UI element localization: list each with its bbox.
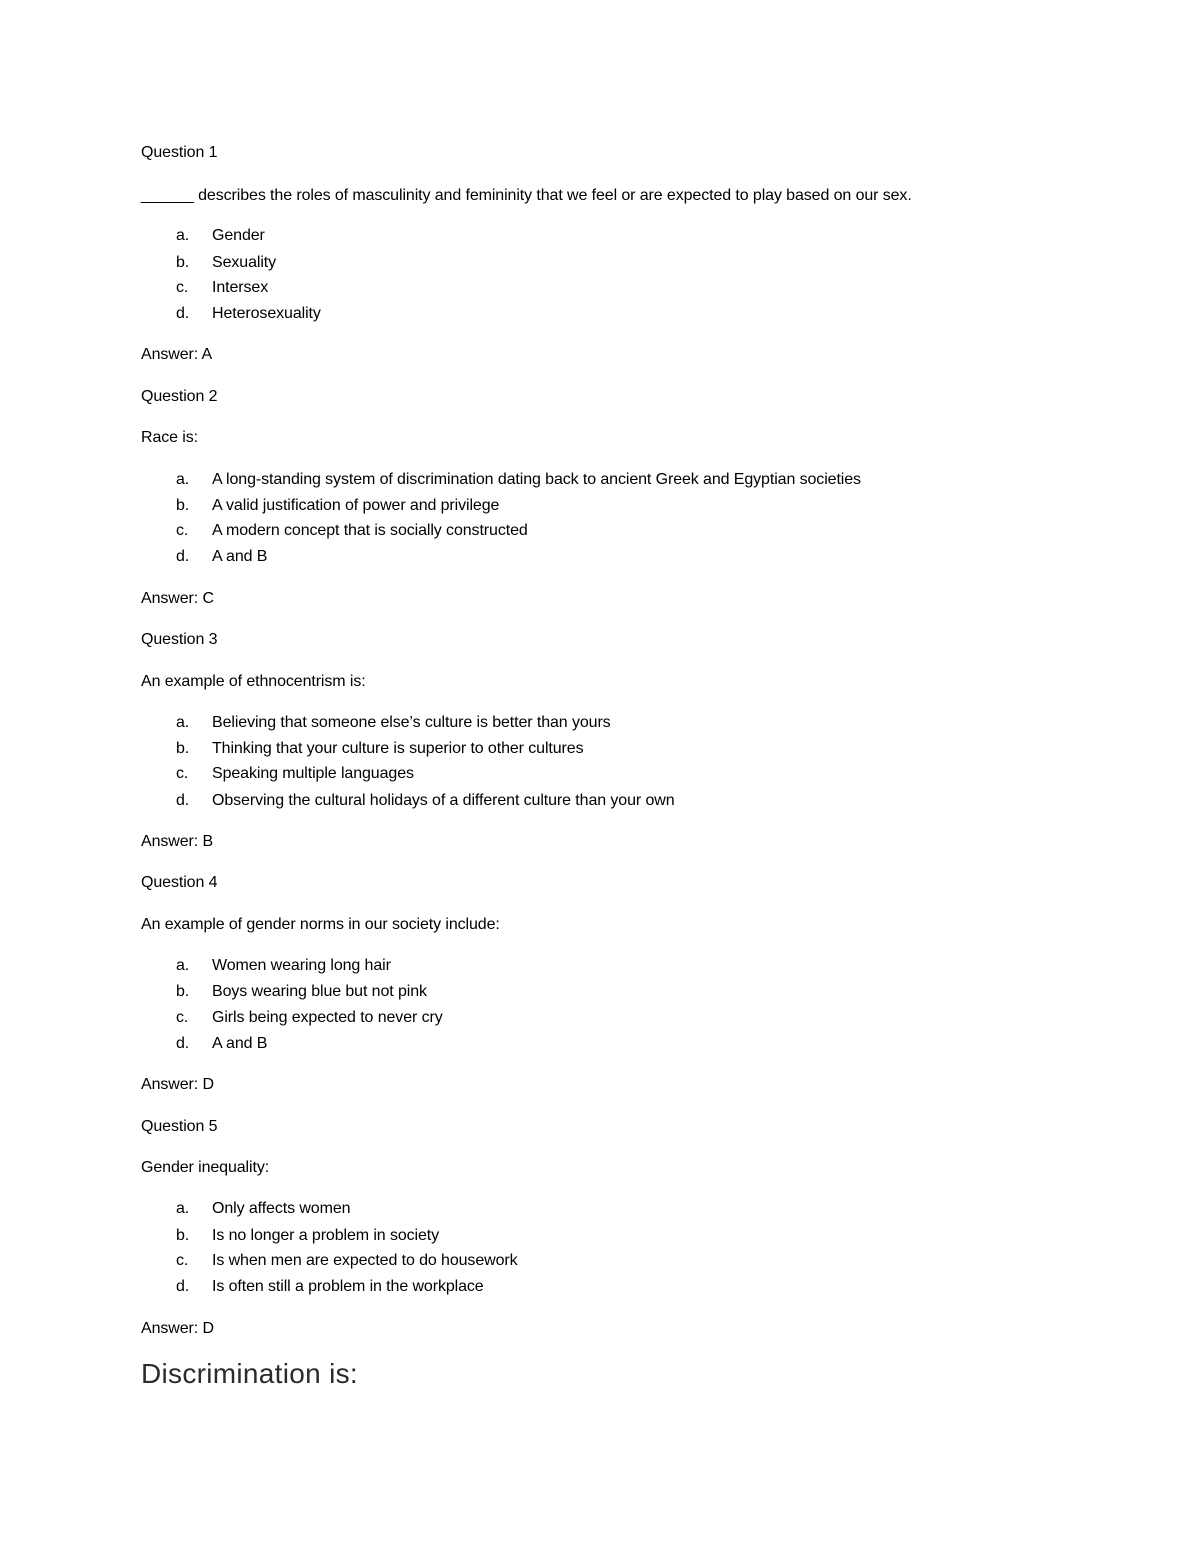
option-letter: d. bbox=[176, 305, 190, 322]
option-text: A and B bbox=[212, 1035, 268, 1052]
option-text: Thinking that your culture is superior to other cultures bbox=[212, 740, 584, 757]
option-text: Heterosexuality bbox=[212, 305, 321, 322]
question-4-prompt: An example of gender norms in our society include: bbox=[141, 916, 500, 933]
option-letter: a. bbox=[176, 1200, 190, 1217]
option-letter: d. bbox=[176, 1035, 190, 1052]
option-text: A valid justification of power and privilege bbox=[212, 497, 500, 514]
option-letter: c. bbox=[176, 765, 189, 782]
option-text: Boys wearing blue but not pink bbox=[212, 983, 427, 1000]
option-text: A and B bbox=[212, 548, 268, 565]
option-text: Only affects women bbox=[212, 1200, 351, 1217]
option-letter: d. bbox=[176, 548, 190, 565]
question-5-prompt: Gender inequality: bbox=[141, 1159, 270, 1176]
option-letter: a. bbox=[176, 227, 190, 244]
option-letter: a. bbox=[176, 714, 190, 731]
question-5-answer: Answer: D bbox=[141, 1320, 214, 1337]
option-letter: b. bbox=[176, 983, 190, 1000]
option-text: Is often still a problem in the workplace bbox=[212, 1278, 484, 1295]
question-5-heading: Question 5 bbox=[141, 1118, 218, 1135]
option-text: Gender bbox=[212, 227, 265, 244]
question-1-heading: Question 1 bbox=[141, 144, 218, 161]
option-text: Sexuality bbox=[212, 254, 277, 271]
option-letter: b. bbox=[176, 740, 190, 757]
option-letter: d. bbox=[176, 1278, 190, 1295]
option-text: Speaking multiple languages bbox=[212, 765, 414, 782]
option-text: A modern concept that is socially constructed bbox=[212, 522, 528, 539]
option-letter: b. bbox=[176, 497, 190, 514]
question-4-heading: Question 4 bbox=[141, 874, 218, 891]
option-letter: c. bbox=[176, 279, 189, 296]
option-letter: b. bbox=[176, 254, 190, 271]
option-text: Girls being expected to never cry bbox=[212, 1009, 443, 1026]
question-3-heading: Question 3 bbox=[141, 631, 218, 648]
question-2-answer: Answer: C bbox=[141, 590, 214, 607]
option-text: Is when men are expected to do housework bbox=[212, 1252, 518, 1269]
option-letter: c. bbox=[176, 1252, 189, 1269]
option-text: Believing that someone else’s culture is better than yours bbox=[212, 714, 611, 731]
option-text: Observing the cultural holidays of a different culture than your own bbox=[212, 792, 675, 809]
option-letter: a. bbox=[176, 957, 190, 974]
option-letter: d. bbox=[176, 792, 190, 809]
question-3-answer: Answer: B bbox=[141, 833, 214, 850]
question-4-answer: Answer: D bbox=[141, 1076, 214, 1093]
question-2-prompt: Race is: bbox=[141, 429, 198, 446]
option-letter: a. bbox=[176, 471, 190, 488]
discrimination-heading: Discrimination is: bbox=[141, 1358, 358, 1389]
question-3-prompt: An example of ethnocentrism is: bbox=[141, 673, 366, 690]
question-2-heading: Question 2 bbox=[141, 388, 218, 405]
option-letter: b. bbox=[176, 1227, 190, 1244]
option-text: Intersex bbox=[212, 279, 269, 296]
option-letter: c. bbox=[176, 522, 189, 539]
question-1-answer: Answer: A bbox=[141, 346, 213, 363]
question-1-prompt: ______ describes the roles of masculinity and femininity that we feel or are expected to play based on our sex. bbox=[141, 187, 912, 204]
option-text: Women wearing long hair bbox=[212, 957, 391, 974]
option-letter: c. bbox=[176, 1009, 189, 1026]
option-text: A long-standing system of discrimination dating back to ancient Greek and Egyptian societies bbox=[212, 471, 861, 488]
option-text: Is no longer a problem in society bbox=[212, 1227, 440, 1244]
